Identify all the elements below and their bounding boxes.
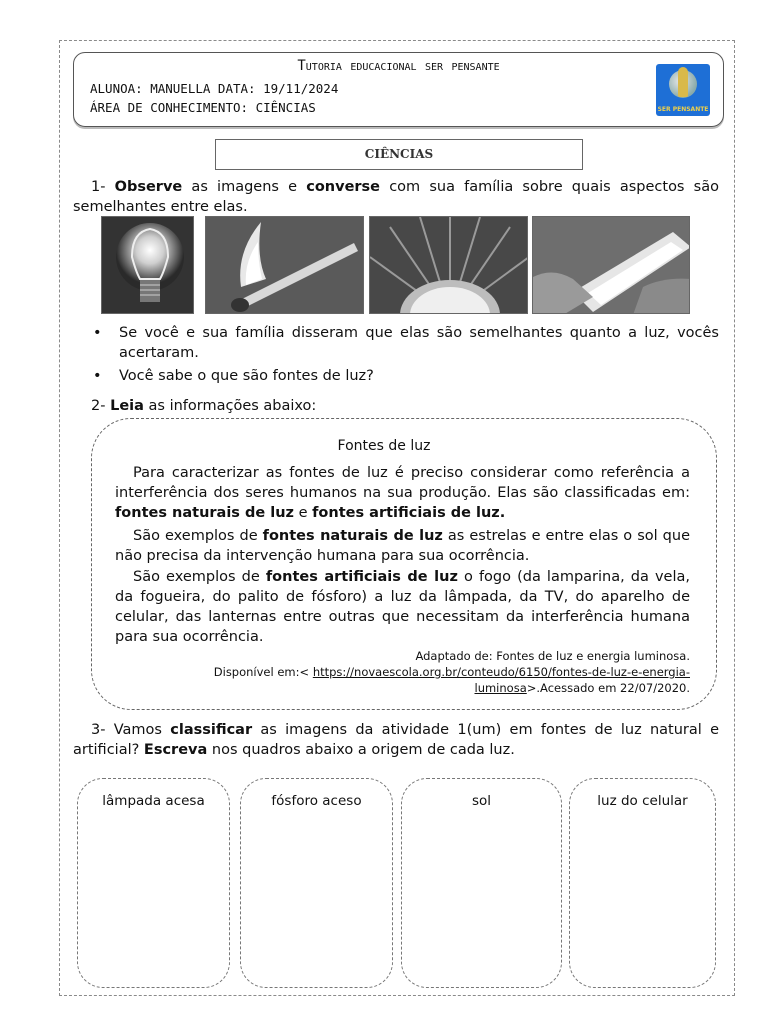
source-line-1: Adaptado de: Fontes de luz e energia luminosa.	[415, 649, 690, 663]
info-p2-c: as estrelas e entre elas o sol que não precisa da intervenção humana para sua ocorrência.	[115, 528, 690, 564]
q1-text-1: as imagens e	[182, 179, 307, 195]
info-p2-a: São exemplos de	[133, 528, 263, 544]
source-line-2	[150, 664, 690, 680]
q1-number: 1-	[91, 179, 115, 195]
sun-image	[369, 216, 528, 314]
question-2	[91, 396, 691, 416]
info-p3-a: São exemplos de	[133, 569, 266, 585]
bullet-1	[93, 323, 719, 363]
bullet-dot: •	[93, 368, 102, 384]
source-available: Disponível em:<	[213, 665, 313, 679]
q1-observe: Observe	[114, 179, 183, 195]
info-paragraph-3	[115, 567, 690, 647]
school-title: Tutoria educacional ser pensante	[297, 58, 500, 74]
answer-box-sol[interactable]	[401, 778, 562, 988]
source-line-3	[150, 680, 690, 696]
answer-box-fosforo[interactable]	[240, 778, 393, 988]
answer-box-label: fósforo aceso	[271, 793, 362, 809]
answer-box-label: luz do celular	[597, 793, 688, 809]
info-p3-c: o fogo (da lamparina, da vela, da fogueira, do palito de fósforo) a luz da lâmpada, da TV, do aparelho de celular, das lanternas entre outras que necessitam da interferência humana para sua ocorrência.	[115, 569, 690, 645]
q3-classificar: classificar	[170, 722, 253, 738]
phone-image	[532, 216, 690, 314]
subject-title: CIÊNCIAS	[215, 139, 583, 170]
info-p1-bold-2: fontes artificiais de luz.	[312, 505, 506, 521]
logo-text: SER PENSANTE	[657, 106, 709, 113]
source-accessed: >.Acessado em 22/07/2020.	[526, 681, 690, 695]
info-title: Fontes de luz	[337, 438, 431, 454]
q1-converse: converse	[306, 179, 381, 195]
school-logo	[656, 64, 710, 116]
answer-box-label: sol	[471, 793, 492, 809]
bullet-2	[93, 366, 719, 386]
answer-box-celular[interactable]	[569, 778, 716, 988]
bullet-dot: •	[93, 325, 102, 341]
match-image	[205, 216, 364, 314]
source-link[interactable]: https://novaescola.org.br/conteudo/6150/fontes-de-luz-e-energia-	[312, 665, 690, 679]
info-paragraph-2	[115, 526, 690, 566]
q3-text-2: nos quadros abaixo a origem de cada luz.	[207, 742, 515, 758]
figure-icon	[678, 67, 688, 97]
question-1	[73, 177, 719, 217]
lightbulb-image	[101, 216, 194, 314]
info-p1-mid: e	[293, 505, 313, 521]
area-line: ÁREA DE CONHECIMENTO: CIÊNCIAS	[90, 100, 316, 115]
bullet-2-text: Você sabe o que são fontes de luz?	[119, 368, 374, 384]
answer-box-label: lâmpada acesa	[102, 793, 205, 809]
student-line: ALUNOA: MANUELLA DATA: 19/11/2024	[90, 81, 339, 96]
question-3	[73, 720, 719, 760]
header-box	[73, 52, 724, 127]
q2-text: as informações abaixo:	[143, 398, 317, 414]
answer-box-lampada[interactable]	[77, 778, 230, 988]
source-link-end[interactable]: luminosa	[474, 681, 527, 695]
info-p1-bold-1: fontes naturais de luz	[115, 505, 294, 521]
q2-leia: Leia	[110, 398, 144, 414]
q3-text-1: as imagens da atividade 1(um) em fontes de luz natural e artificial?	[73, 722, 719, 758]
info-paragraph-1	[115, 463, 690, 523]
bullet-1-text: Se você e sua família disseram que elas são semelhantes quanto a luz, vocês acertaram.	[119, 325, 719, 361]
info-p2-bold: fontes naturais de luz	[262, 528, 443, 544]
info-p1-text: Para caracterizar as fontes de luz é preciso considerar como referência a interferência dos seres humanos na sua produção. Elas são classificadas em:	[115, 465, 690, 501]
q2-number: 2-	[91, 398, 111, 414]
q3-escreva: Escreva	[143, 742, 208, 758]
q1-text-2: com sua família sobre quais aspectos são semelhantes entre elas.	[73, 179, 719, 215]
q3-number: 3- Vamos	[91, 722, 171, 738]
info-p3-bold: fontes artificiais de luz	[265, 569, 458, 585]
